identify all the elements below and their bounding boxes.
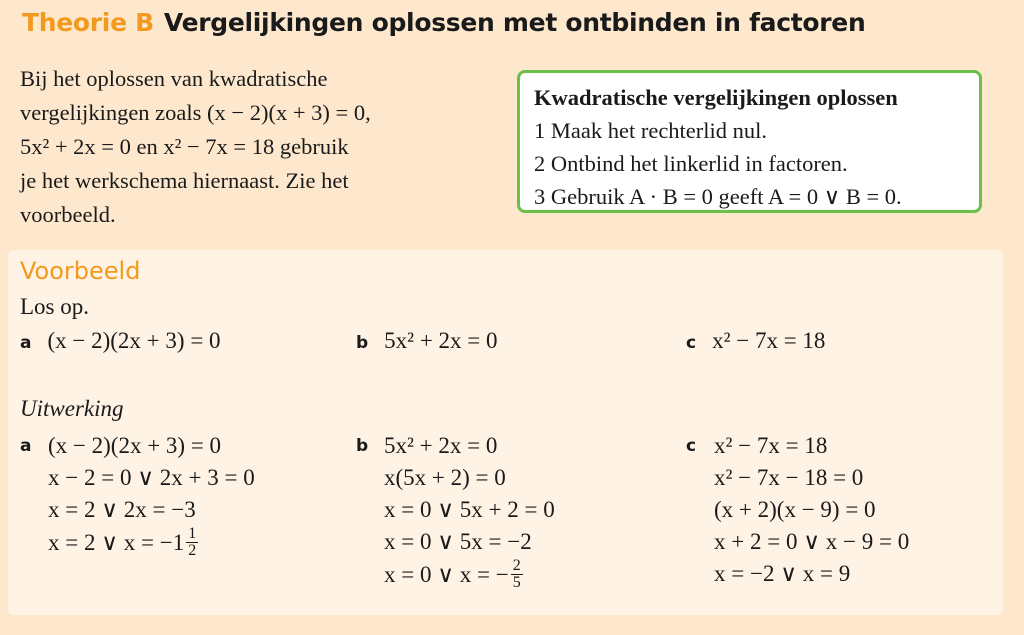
example-prompt: Los op. — [20, 294, 89, 319]
task-equation: (x − 2)(2x + 3) = 0 — [47, 328, 221, 353]
work-schema-box — [517, 70, 982, 213]
intro-line: Bij het oplossen van kwadratische — [20, 66, 328, 91]
task-label: c — [686, 333, 697, 353]
section-header — [22, 8, 865, 37]
schema-step: 2 Ontbind het linkerlid in factoren. — [534, 151, 848, 176]
solution-c — [686, 430, 909, 590]
solution-line: x = 2 ∨ x = −1 — [48, 529, 185, 555]
intro-line: 5x² + 2x = 0 en x² − 7x = 18 gebruik — [20, 134, 349, 159]
solution-line: x² − 7x − 18 = 0 — [714, 465, 864, 490]
intro-line: vergelijkingen zoals (x − 2)(x + 3) = 0, — [20, 100, 371, 125]
task-label: b — [356, 333, 369, 353]
example-title: Voorbeeld — [20, 257, 141, 285]
fraction-numerator: 1 — [188, 525, 197, 542]
task-a — [20, 328, 221, 354]
solution-label: a — [20, 436, 32, 456]
fraction — [186, 526, 198, 559]
fraction-denominator: 2 — [188, 542, 197, 559]
solution-line: x = −2 ∨ x = 9 — [714, 561, 851, 586]
solution-label: b — [356, 436, 369, 456]
solution-label: c — [686, 436, 697, 456]
task-label: a — [20, 333, 32, 353]
solution-line: x(5x + 2) = 0 — [384, 465, 506, 490]
solution-b — [356, 430, 555, 591]
solution-line: x = 0 ∨ x = − — [384, 561, 509, 587]
solution-line: x² − 7x = 18 — [714, 433, 828, 458]
schema-step: 3 Gebruik A · B = 0 geeft A = 0 ∨ B = 0. — [534, 184, 902, 209]
task-c — [686, 328, 825, 354]
task-equation: x² − 7x = 18 — [712, 328, 826, 353]
solution-line: x = 0 ∨ 5x = −2 — [384, 529, 532, 554]
intro-line: voorbeeld. — [20, 202, 116, 227]
solution-line: x − 2 = 0 ∨ 2x + 3 = 0 — [48, 465, 255, 490]
section-title: Vergelijkingen oplossen met ontbinden in factoren — [163, 8, 866, 37]
solution-line: x = 0 ∨ 5x + 2 = 0 — [384, 497, 555, 522]
example-panel — [8, 250, 1003, 615]
fraction — [511, 558, 523, 591]
intro-line: je het werkschema hiernaast. Zie het — [20, 168, 349, 193]
intro-paragraph — [20, 62, 480, 232]
schema-title: Kwadratische vergelijkingen oplossen — [534, 85, 898, 110]
task-equation: 5x² + 2x = 0 — [384, 328, 498, 353]
solution-heading: Uitwerking — [20, 396, 124, 421]
theory-label: Theorie B — [22, 8, 154, 37]
fraction-numerator: 2 — [512, 557, 521, 574]
task-b — [356, 328, 498, 354]
schema-step: 1 Maak het rechterlid nul. — [534, 118, 768, 143]
solution-line: x = 2 ∨ 2x = −3 — [48, 497, 196, 522]
solution-line: 5x² + 2x = 0 — [384, 433, 498, 458]
solution-line: (x + 2)(x − 9) = 0 — [714, 497, 876, 522]
solution-line: (x − 2)(2x + 3) = 0 — [48, 433, 222, 458]
solution-line: x + 2 = 0 ∨ x − 9 = 0 — [714, 529, 910, 554]
fraction-denominator: 5 — [512, 574, 521, 591]
solution-a — [20, 430, 255, 559]
